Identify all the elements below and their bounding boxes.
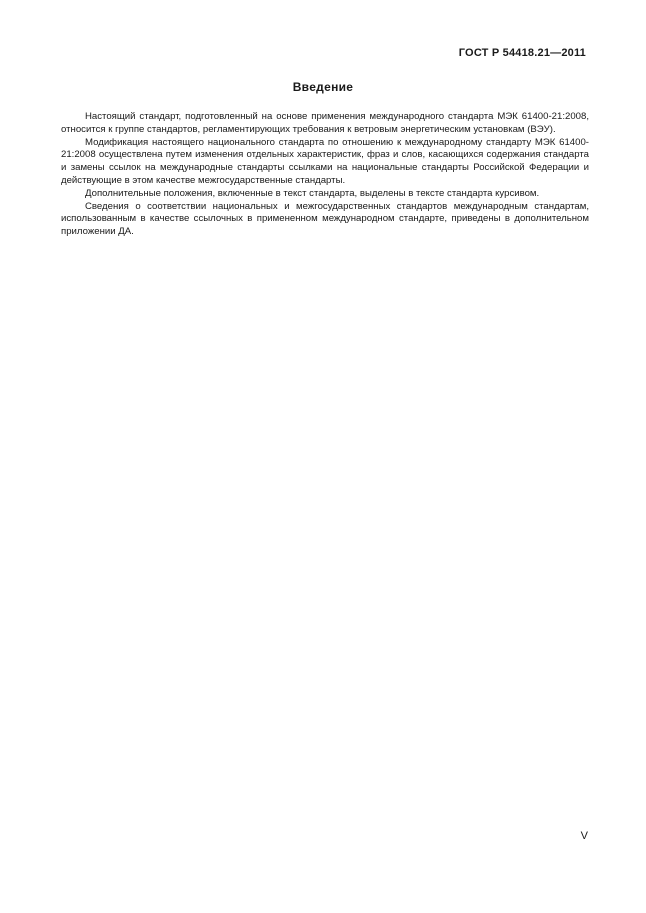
document-id: ГОСТ Р 54418.21—2011 [458, 47, 586, 59]
section-title: Введение [292, 80, 354, 94]
paragraph: Сведения о соответствии национальных и межгосударственных стандартов международным стандартам, использованным в качестве ссылочных в примененном международном стандарте, приведены в дополнительном приложении ДА. [61, 200, 589, 238]
paragraph: Модификация настоящего национального стандарта по отношению к международному стандарту МЭК 61400-21:2008 осуществлена путем изменения отдельных характеристик, фраз и слов, касающихся содержания стандарта и замены ссылок на международные стандарты ссылками на национальные стандарты Российской Федерации и действующие в этом качестве межгосударственные стандарты. [61, 136, 589, 186]
body-text [61, 111, 589, 239]
paragraph: Дополнительные положения, включенные в текст стандарта, выделены в тексте стандарта курсивом. [85, 187, 540, 199]
paragraph: Настоящий стандарт, подготовленный на основе применения международного стандарта МЭК 61400-21:2008, относится к группе стандартов, регламентирующих требования к ветровым энергетическим установкам (ВЭУ). [61, 111, 589, 135]
page-number: V [580, 830, 588, 842]
